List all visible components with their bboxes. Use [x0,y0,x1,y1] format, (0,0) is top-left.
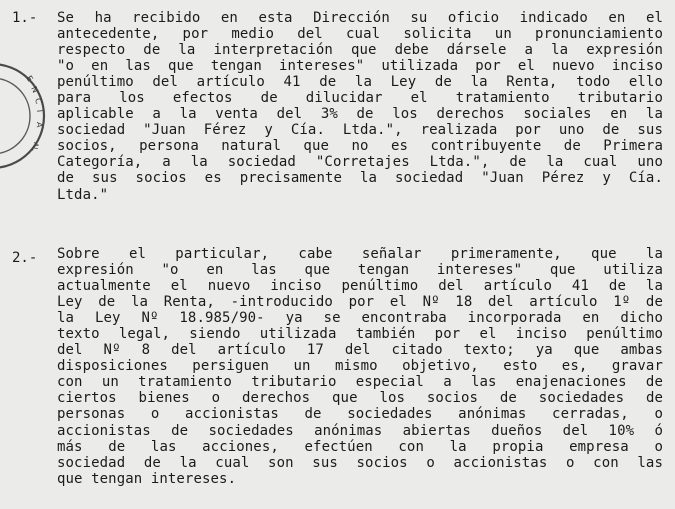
paragraph-2-line: sociedad de la cual son sus socios o accionistas o con las [57,454,663,471]
paragraph-2-line: Sobre el particular, cabe señalar primeramente, que la [57,246,663,262]
svg-text:N: N [29,85,40,95]
paragraph-2-number: 2.- [12,250,38,266]
svg-text:C: C [33,97,44,105]
paragraph-1-line: socios, persona natural que no es contribuyente de Primera [57,138,663,155]
paragraph-2-line: ciertos bienes o derechos que los socios de sociedades de [57,390,663,407]
paragraph-2-line: más de las acciones, efectúen con la propia empresa o [57,438,663,455]
paragraph-1-line: antecedente, por medio del cual solicita un pronunciamiento [57,26,663,43]
paragraph-1-line: para los efectos de dilucidar el tratamiento tributario [57,90,663,107]
paragraph-1-line: aplicable a la venta del 3% de los derechos sociales en la [57,106,663,123]
paragraph-1-line: Ltda." [57,186,109,203]
paragraph-2-line: texto legal, siendo utilizada también por el inciso penúltimo [57,326,663,343]
paragraph-2-line: Ley de la Renta, -introducido por el Nº 18 del artículo 1º de [57,294,663,311]
paragraph-2-line: la Ley Nº 18.985/90- ya se encontraba incorporada en dicho [57,310,663,327]
paragraph-1-number: 1.- [12,10,38,26]
paragraph-2-line: personas o accionistas de sociedades anónimas cerradas, o [57,406,663,423]
paragraph-1-line: Se ha recibido en esta Dirección su oficio indicado en el [57,10,663,26]
paragraph-2 [57,246,663,487]
paragraph-2-line: del Nº 8 del artículo 17 del citado texto; ya que ambas [57,342,663,359]
paragraph-2-line: que tengan intereses. [57,470,237,487]
svg-text:AL: AL [30,141,40,152]
paragraph-2-line: expresión "o en las que tengan intereses" que utiliza [57,262,663,279]
round-stamp-seal [0,42,46,190]
paragraph-1-line: "o en las que tengan intereses" utilizada por el nuevo inciso [57,58,663,75]
paragraph-2-line: actualmente el nuevo inciso penúltimo del artículo 41 de la [57,278,663,295]
paragraph-1 [57,10,663,203]
paragraph-1-line: respecto de la interpretación que debe dársele a la expresión [57,42,663,59]
paragraph-1-line: sociedad "Juan Férez y Cía. Ltda.", realizada por uno de sus [57,122,663,139]
paragraph-2-line: con un tratamiento tributario especial a las enajenaciones de [57,374,663,391]
paragraph-2-line: accionistas de sociedades anónimas abiertas dueños del 10% ó [57,422,663,439]
svg-text:A: A [34,121,44,128]
paragraph-1-line: penúltimo del artículo 41 de la Ley de la Renta, todo ello [57,74,663,91]
paragraph-1-line: Categoría, a la sociedad "Corretajes Ltda.", de la cual uno [57,154,663,171]
svg-text:E: E [24,73,35,84]
paragraph-2-line: disposiciones persiguen un mismo objetivo, esto es, gravar [57,358,663,375]
svg-text:I: I [35,109,45,113]
paragraph-1-line: de sus socios es precisamente la sociedad "Juan Pérez y Cía. [57,170,663,187]
